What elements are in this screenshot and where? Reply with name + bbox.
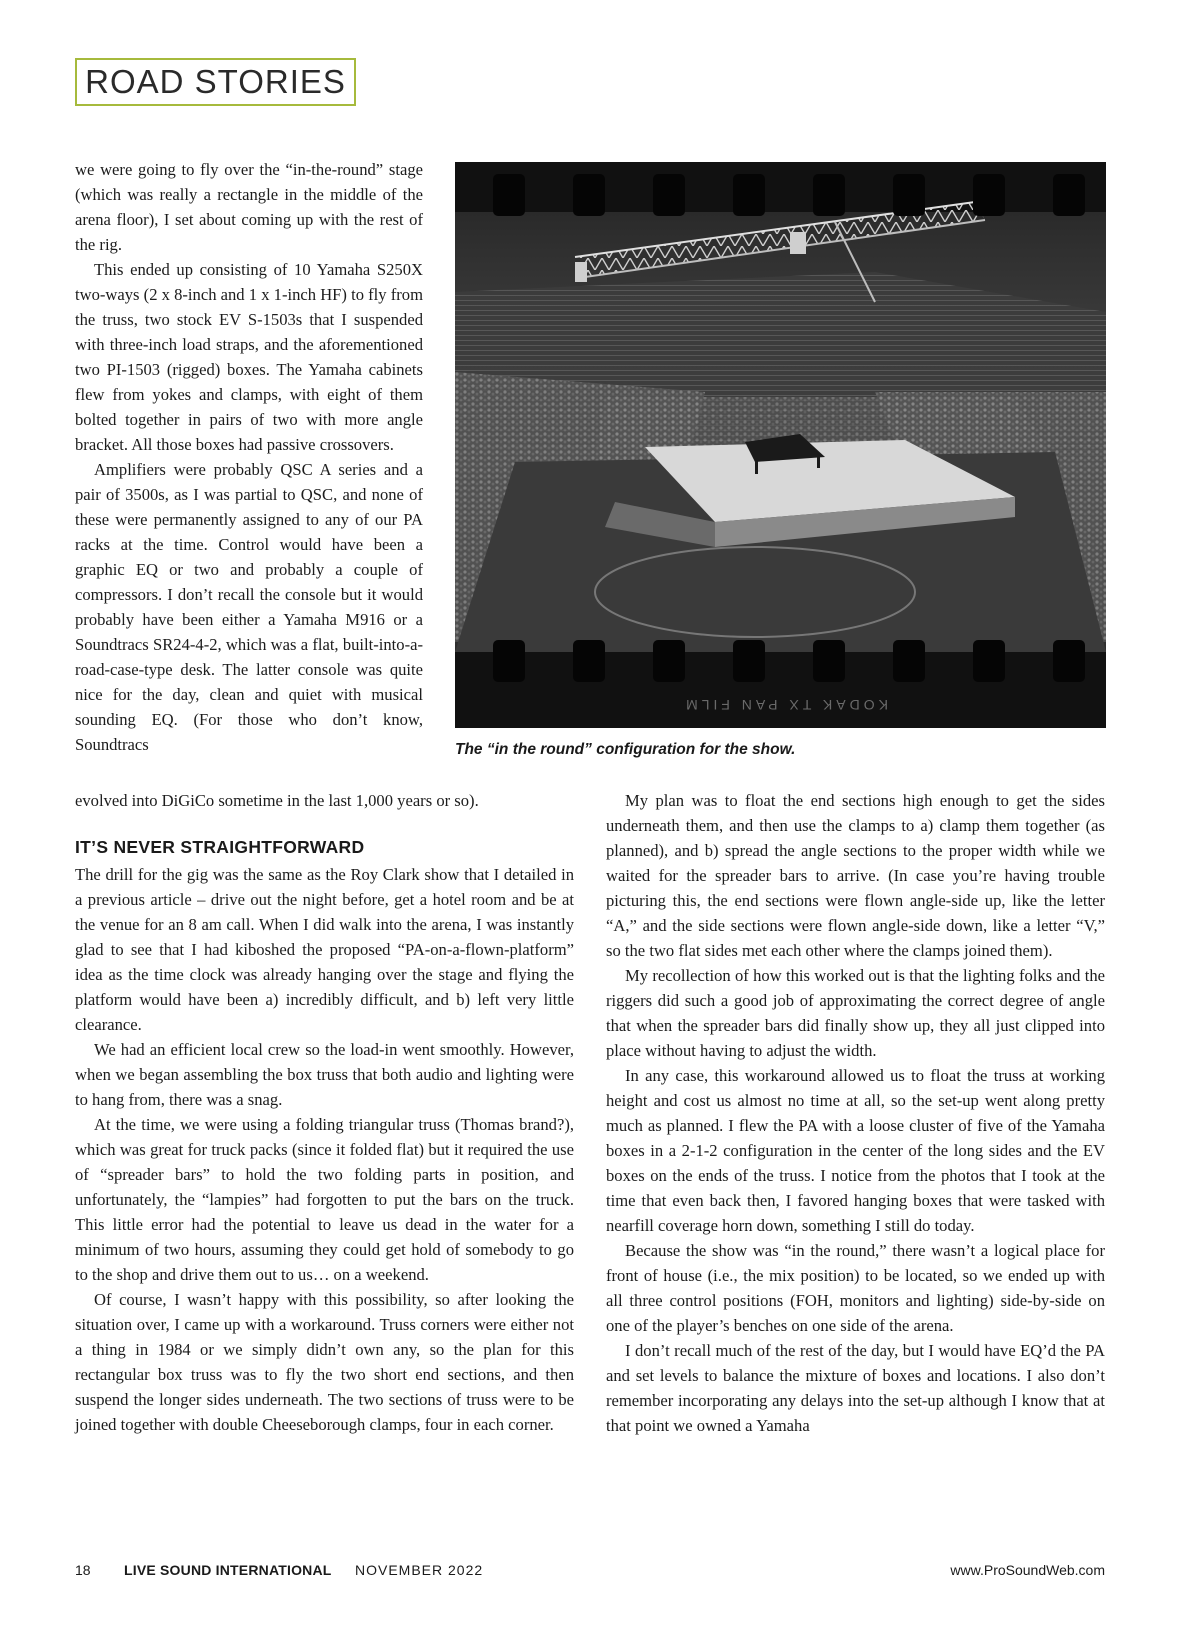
paragraph-left-continuation: evolved into DiGiCo sometime in the last 1,000 years or so). [75, 791, 479, 810]
paragraph-b-5: I don’t recall much of the rest of the day, but I would have EQ’d the PA and set levels to balance the mixture of boxes and locations. I also don’t remember incorporating any delays into the set-up although I know that at that point we owned a Yamaha [606, 1341, 1105, 1435]
magazine-name: LIVE SOUND INTERNATIONAL [124, 1562, 332, 1578]
paragraph-b-3: In any case, this workaround allowed us to float the truss at working height and cost us almost no time at all, so the set-up went along pretty much as planned. I flew the PA with a loose cluster of five of the Yamaha boxes in a 2-1-2 configuration in the center of the long sides and the EV boxes on the ends of the truss. I notice from the photos that I took at the time that even back then, I favored hanging boxes that were tasked with nearfill coverage horn down, something I still do today. [606, 1066, 1105, 1235]
subheading: IT’S NEVER STRAIGHTFORWARD [75, 837, 365, 857]
paragraph-a-1: The drill for the gig was the same as the Roy Clark show that I detailed in a previous article – drive out the night before, get a hotel room and be at the venue for an 8 am call. When I did walk into the arena, I was instantly glad to see that I had kiboshed the proposed “PA-on-a-flown-platform” idea as the time clock was already hanging over the stage and flying the platform would have been a) incredibly difficult, and b) left very little clearance. [75, 865, 574, 1034]
paragraph-b-2: My recollection of how this worked out is that the lighting folks and the riggers did such a good job of approximating the correct degree of angle that when the spreader bars did finally show up, they all just clipped into place without having to adjust the width. [606, 966, 1105, 1060]
column-b [606, 788, 1105, 1438]
paragraph-b-1: My plan was to float the end sections high enough to get the sides underneath them, and then use the clamps to a) clamp them together (as planned), and b) spread the angle sections to the proper width while we waited for the spreader bars to arrive. (In case you’re having trouble picturing this, the end sections were flown angle-side up, like the letter “A,” and the side sections were flown angle-side down, like a letter “V,” so the two flat sides met each other where the clamps joined them). [606, 791, 1105, 960]
arena-photo-illustration [455, 162, 1106, 728]
paragraph-left-2: This ended up consisting of 10 Yamaha S250X two-ways (2 x 8-inch and 1 x 1-inch HF) to fly from the truss, two stock EV S-1503s that I suspended with three-inch load straps, and the aforementioned two PI-1503 (rigged) boxes. The Yamaha cabinets flew from yokes and clamps, with eight of them bolted together in pairs of two with more angle bracket. All those boxes had passive crossovers. [75, 260, 423, 454]
paragraph-b-4: Because the show was “in the round,” there wasn’t a logical place for front of house (i.e., the mix position) to be located, so we ended up with all three control positions (FOH, monitors and lighting) side-by-side on one of the player’s benches on one side of the arena. [606, 1241, 1105, 1335]
column-a [75, 836, 574, 1437]
page-footer [75, 1562, 1105, 1582]
paragraph-left-1: we were going to fly over the “in-the-round” stage (which was really a rectangle in the middle of the arena floor), I set about coming up with the rest of the rig. [75, 160, 423, 254]
left-column-top [75, 157, 423, 757]
paragraph-a-3: At the time, we were using a folding triangular truss (Thomas brand?), which was great for truck packs (since it folded flat) but it required the use of “spreader bars” to hold the two folding parts in position, and unfortunately, the “lampies” had forgotten to put the bars on the truck. This little error had the potential to leave us dead in the water for a minimum of two hours, assuming they could get hold of somebody to go to the shop and drive them out to us… on a weekend. [75, 1115, 574, 1284]
issue-date: NOVEMBER 2022 [355, 1562, 484, 1578]
section-label: ROAD STORIES [75, 58, 356, 106]
photo-caption: The “in the round” configuration for the show. [455, 741, 796, 758]
paragraph-a-2: We had an efficient local crew so the load-in went smoothly. However, when we began assembling the box truss that both audio and lighting were to hang from, there was a snag. [75, 1040, 574, 1109]
film-edge-text: KODAK TX PAN FILM [682, 697, 888, 713]
paragraph-left-3: Amplifiers were probably QSC A series and a pair of 3500s, as I was partial to QSC, and none of these were permanently assigned to any of our PA racks at the time. Control would have been a graphic EQ or two and probably a couple of compressors. I don’t recall the console but it would probably have been either a Yamaha M916 or a Soundtracs SR24-4-2, which was a flat, built-into-a-road-case-type desk. The latter console was quite nice for the day, clean and quiet with musical sounding EQ. (For those who don’t know, Soundtracs [75, 460, 423, 754]
page-number: 18 [75, 1562, 91, 1578]
arena-photo [455, 162, 1106, 728]
website-url[interactable]: www.ProSoundWeb.com [950, 1562, 1105, 1578]
paragraph-a-4: Of course, I wasn’t happy with this possibility, so after looking the situation over, I came up with a workaround. Truss corners were either not a thing in 1984 or we simply didn’t own any, so the plan for this rectangular box truss was to fly the two short end sections, and then suspend the longer sides underneath. The two sections of truss were to be joined together with double Cheeseborough clamps, four in each corner. [75, 1290, 574, 1434]
